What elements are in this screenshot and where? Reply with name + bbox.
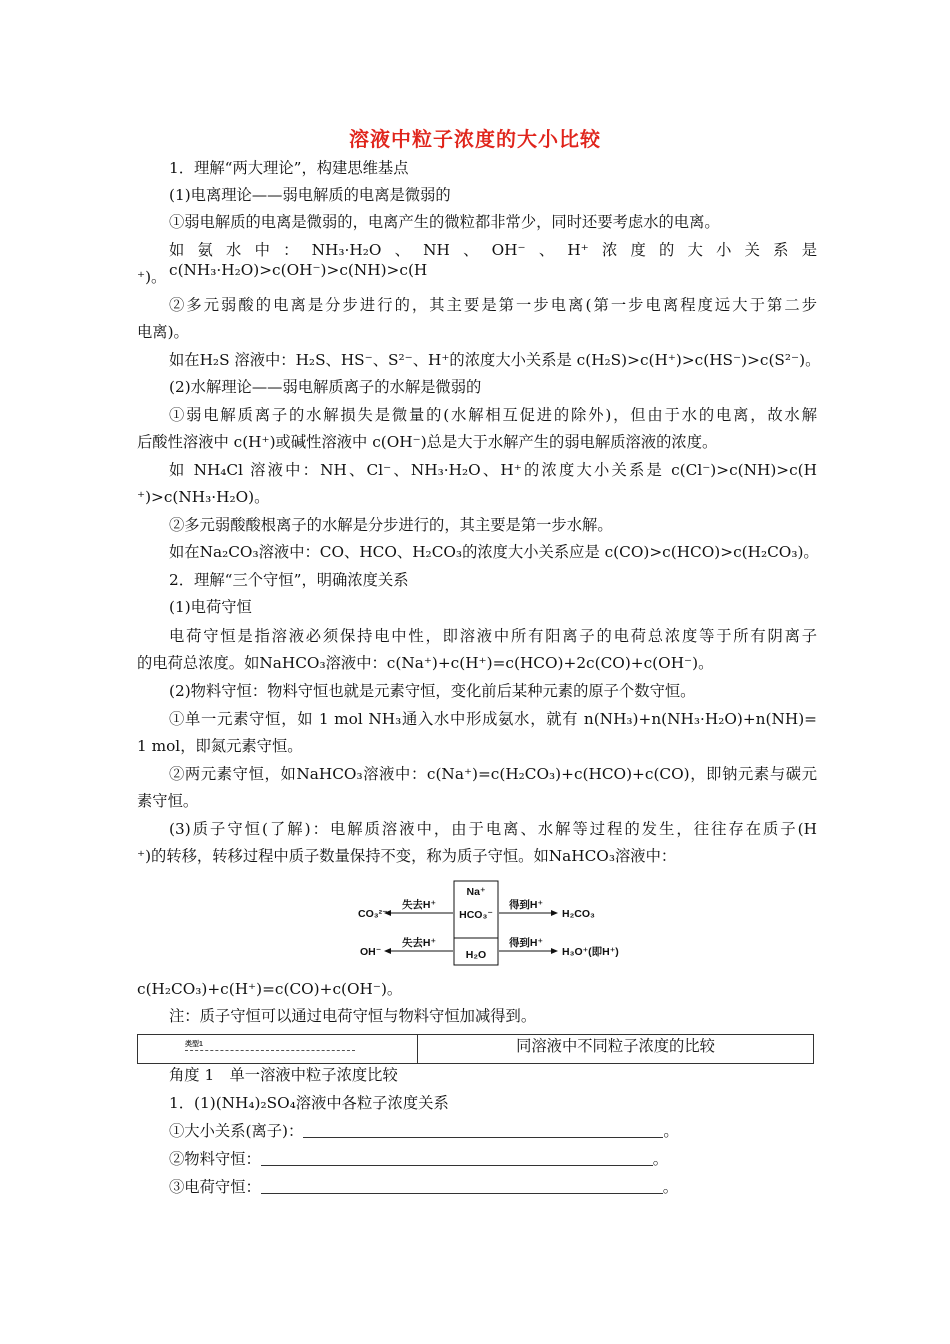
answer-line-size-relation [169,1121,849,1141]
paragraph: 电荷守恒是指溶液必须保持电中性，即溶液中所有阳离子的电荷总浓度等于所有阴离子 [169,627,817,645]
paragraph: 电离)。 [137,323,189,341]
paragraph: 素守恒。 [137,792,199,810]
paragraph: 如在Na₂CO₃溶液中：CO、HCO、H₂CO₃的浓度大小关系应是 c(CO)>c(HCO)>c(H₂CO₃)。 [169,543,819,561]
oh-ion-label: OH⁻ [360,946,382,958]
ionization-theory-heading: (1)电离理论——弱电解质的电离是微弱的 [169,186,451,204]
paragraph: ①弱电解质离子的水解损失是微量的(水解相互促进的除外)，但由于水的电离，故水解 [169,406,817,424]
answer-line-material-conservation [169,1149,849,1169]
angle-heading: 角度 1 单一溶液中粒子浓度比较 [169,1066,398,1084]
paragraph: ②多元弱酸的电离是分步进行的，其主要是第一步电离(第一步电离程度远大于第二步 [169,296,817,314]
note: 注：质子守恒可以通过电荷守恒与物料守恒加减得到。 [169,1007,537,1025]
answer-blank[interactable] [261,1179,663,1194]
period: 。 [663,1122,679,1140]
paragraph: ⁺)的转移，转移过程中质子数量保持不变，称为质子守恒。如NaHCO₃溶液中： [137,847,677,865]
gain-proton-label-2: 得到H⁺ [508,937,544,949]
paragraph: 1 mol，即氮元素守恒。 [137,737,303,755]
answer-blank[interactable] [261,1151,653,1166]
paragraph: 后酸性溶液中 c(H⁺)或碱性溶液中 c(OH⁻)总是大于水解产生的弱电解质溶液的浓度。 [137,433,718,451]
paragraph: 如氨水中：NH₃·H₂O、NH、OH⁻、H⁺浓度的大小关系是 c(NH₃·H₂O)>c(OH⁻)>c(NH)>c(H [169,241,817,279]
page-title: 溶液中粒子浓度的大小比较 [349,127,601,151]
hydronium-label: H₃O⁺(即H⁺) [562,946,619,958]
water-label: H₂O [465,949,487,961]
proton-conservation-paragraph: (3)质子守恒(了解)：电解质溶液中，由于电离、水解等过程的发生，往往存在质子(H [169,820,817,838]
na-ion-label: Na⁺ [466,886,486,898]
paragraph: ②多元弱酸酸根离子的水解是分步进行的，其主要是第一步水解。 [169,516,613,534]
section-2-heading: 2．理解“三个守恒”，明确浓度关系 [169,571,409,589]
gain-proton-label-1: 得到H⁺ [508,899,544,911]
proton-transfer-diagram [355,880,635,966]
type-heading: 同溶液中不同粒子浓度的比较 [516,1037,715,1055]
h2co3-label: H₂CO₃ [562,908,595,920]
lose-proton-label-1: 失去H⁺ [401,899,437,911]
paragraph: ⁺)。 [137,268,167,286]
hco3-ion-label: HCO₃⁻ [459,909,493,921]
paragraph: ①单一元素守恒，如 1 mol NH₃通入水中形成氨水，就有 n(NH₃)+n(NH₃·H₂O)+n(NH)= [169,710,817,728]
type-tag: 类型1 [185,1039,355,1051]
answer-label: ③电荷守恒： [169,1178,261,1196]
question-1: 1．(1)(NH₄)₂SO₄溶液中各粒子浓度关系 [169,1094,449,1112]
paragraph: 的电荷总浓度。如NaHCO₃溶液中：c(Na⁺)+c(H⁺)=c(HCO)+2c(CO)+c(OH⁻)。 [137,654,714,672]
charge-conservation-heading: (1)电荷守恒 [169,598,252,616]
answer-blank[interactable] [303,1123,663,1138]
lose-proton-label-2: 失去H⁺ [401,937,437,949]
paragraph: ②两元素守恒，如NaHCO₃溶液中：c(Na⁺)=c(H₂CO₃)+c(HCO)+c(CO)，即钠元素与碳元 [169,765,817,783]
paragraph: ①弱电解质的电离是微弱的，电离产生的微粒都非常少，同时还要考虑水的电离。 [169,213,720,231]
period: 。 [662,1178,679,1196]
answer-line-charge-conservation [169,1177,849,1197]
hydrolysis-theory-heading: (2)水解理论——弱电解质离子的水解是微弱的 [169,378,482,396]
paragraph: 如在H₂S 溶液中：H₂S、HS⁻、S²⁻、H⁺的浓度大小关系是 c(H₂S)>c(H⁺)>c(HS⁻)>c(S²⁻)。 [169,351,821,369]
type-header-box [137,1034,814,1064]
co3-ion-label: CO₃²⁻ [358,908,388,920]
answer-label: ①大小关系(离子)： [169,1122,304,1140]
section-1-heading: 1．理解“两大理论”，构建思维基点 [169,159,409,177]
proton-conservation-equation: c(H₂CO₃)+c(H⁺)=c(CO)+c(OH⁻)。 [137,980,403,998]
paragraph: 如 NH₄Cl 溶液中：NH、Cl⁻、NH₃·H₂O、H⁺的浓度大小关系是 c(Cl⁻)>c(NH)>c(H [169,461,817,479]
period: 。 [652,1150,669,1168]
paragraph: ⁺)>c(NH₃·H₂O)。 [137,488,270,506]
answer-label: ②物料守恒： [169,1150,261,1168]
material-conservation-heading: (2)物料守恒：物料守恒也就是元素守恒，变化前后某种元素的原子个数守恒。 [169,682,696,700]
